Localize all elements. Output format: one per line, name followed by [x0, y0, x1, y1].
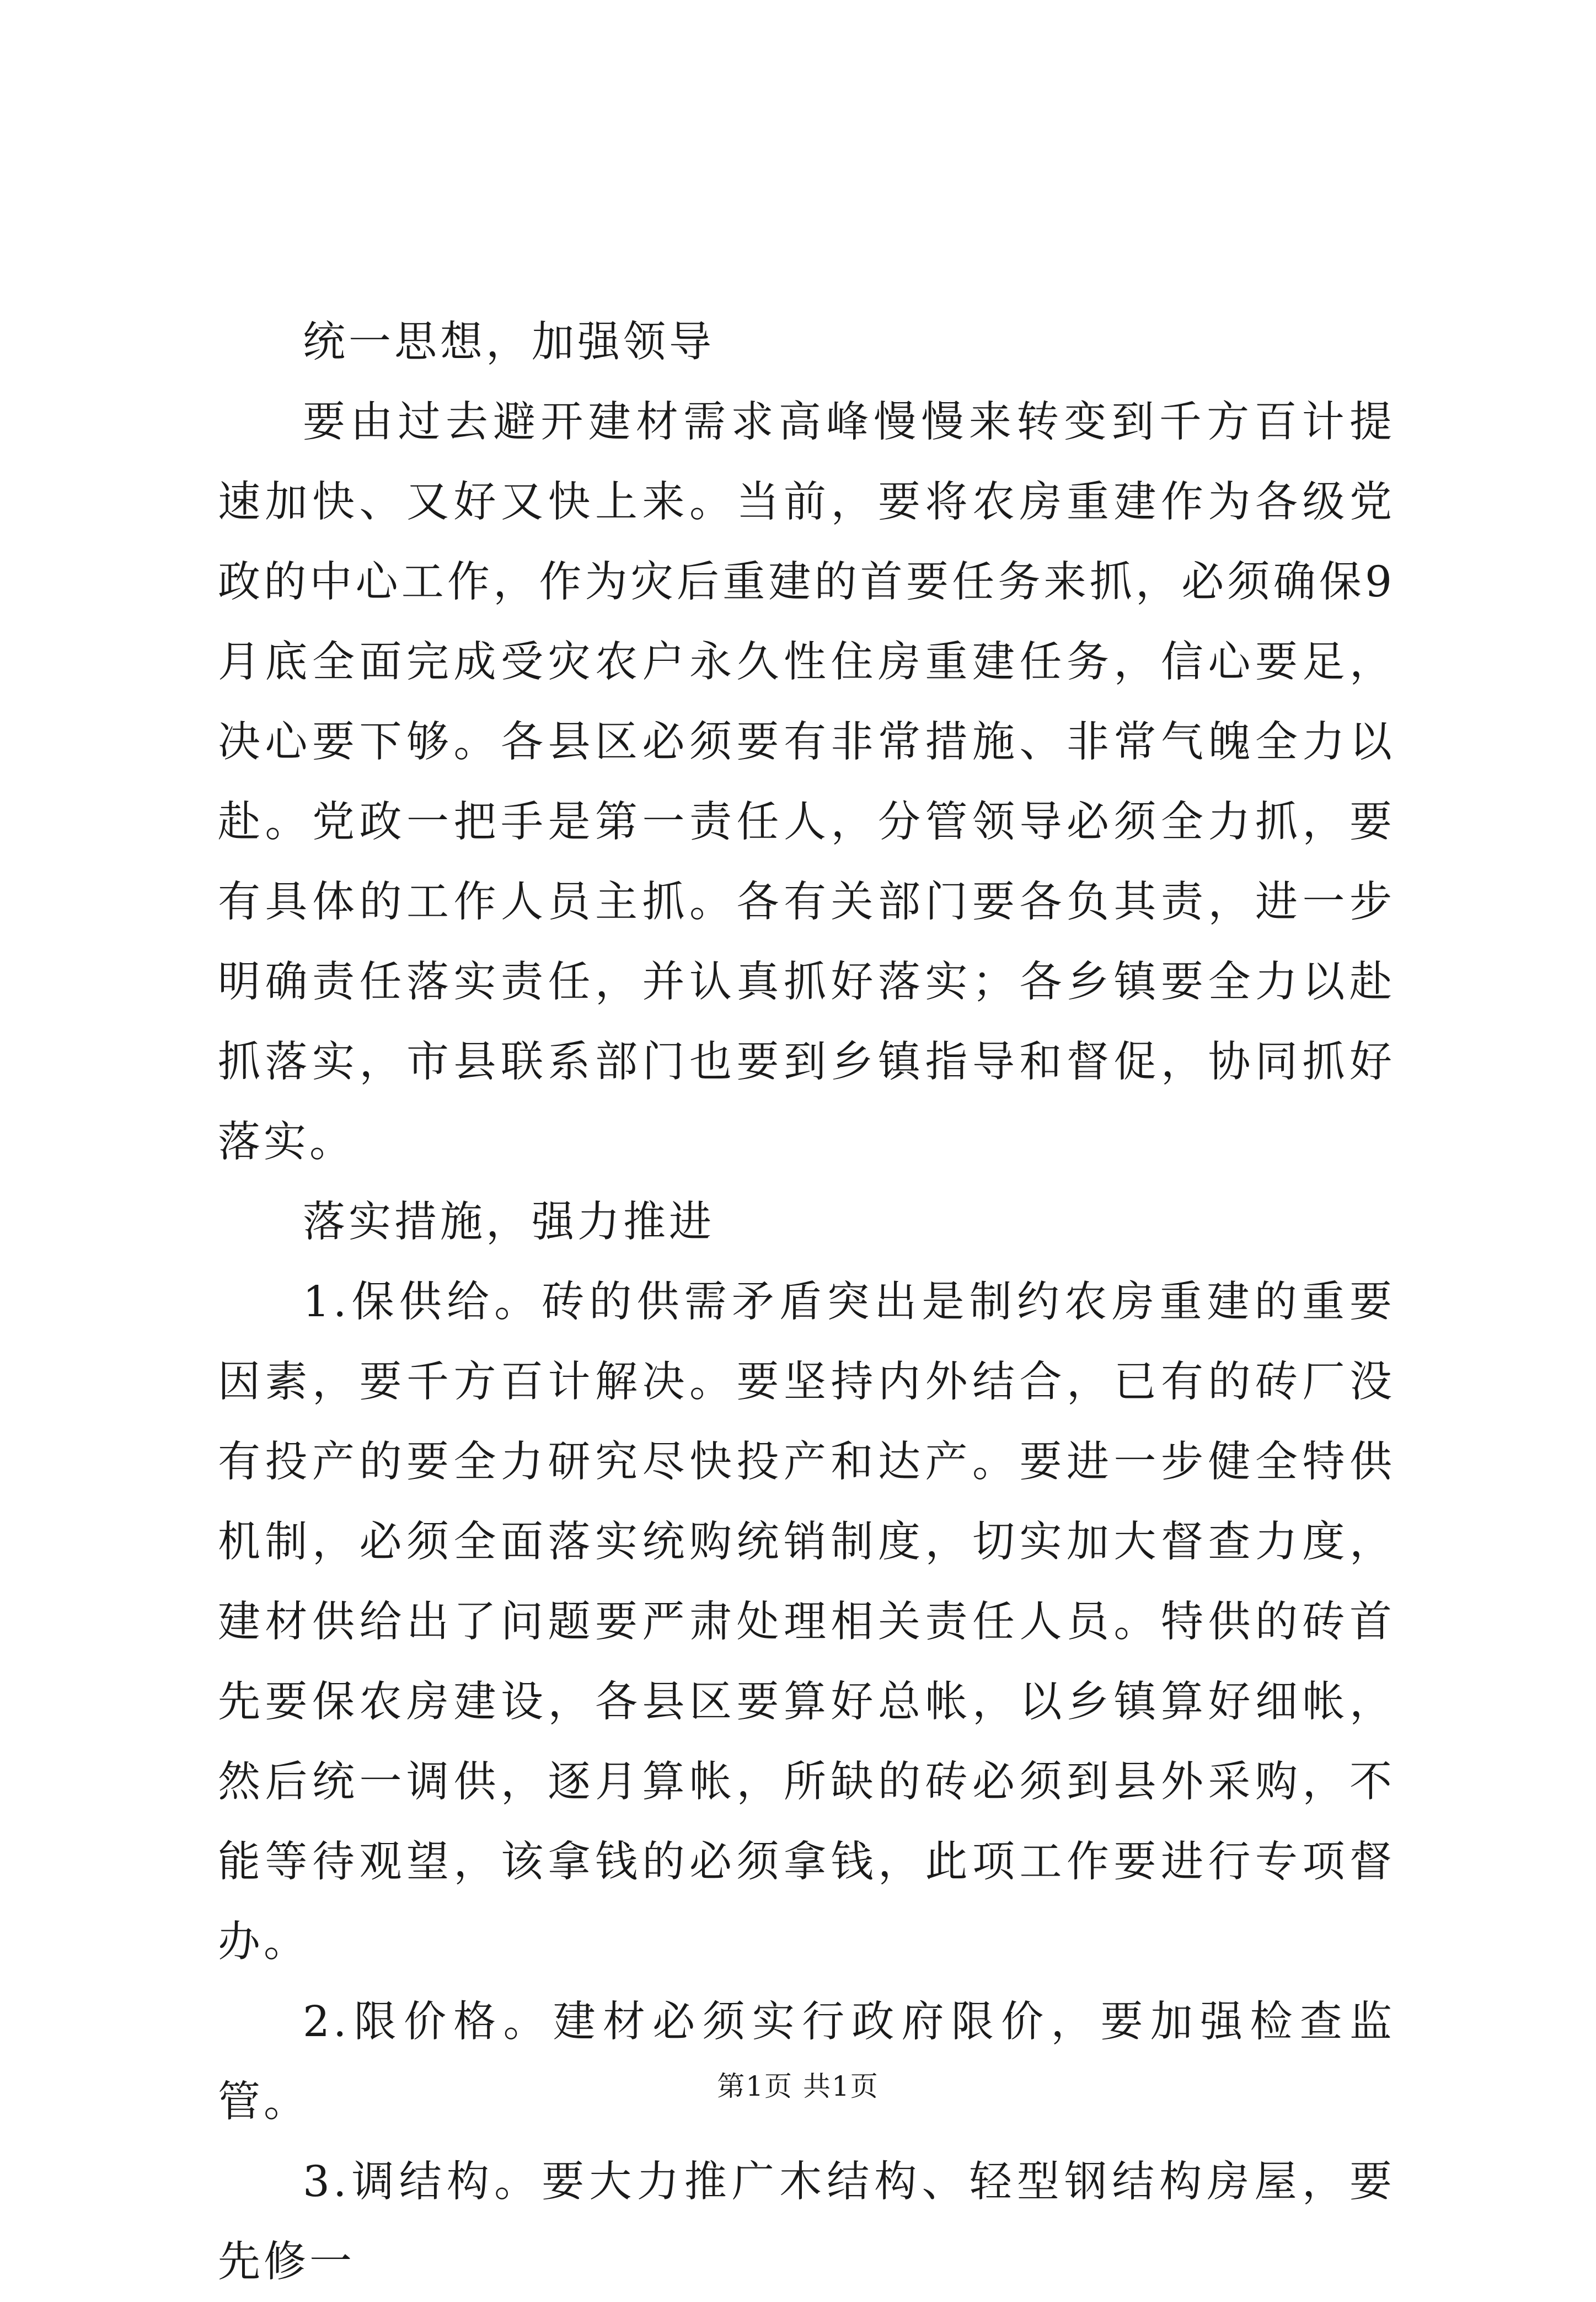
paragraph-leadership: 要由过去避开建材需求高峰慢慢来转变到千方百计提速加快、又好又快上来。当前，要将农房重建作为各级党政的中心工作，作为灾后重建的首要任务来抓，必须确保9月底全面完成受灾农户永久性住房重建任务，信心要足，决心要下够。各县区必须要有非常措施、非常气魄全力以赴。党政一把手是第一责任人，分管领导必须全力抓，要有具体的工作人员主抓。各有关部门要各负其责，进一步明确责任落实责任，并认真抓好落实；各乡镇要全力以赴抓落实，市县联系部门也要到乡镇指导和督促，协同抓好落实。 — [218, 398, 1395, 1167]
section-heading-implement-measures: 落实措施，强力推进 — [303, 1198, 715, 1247]
document-body — [218, 302, 1395, 2302]
paragraph-structure: 3.调结构。要大力推广木结构、轻型钢结构房屋，要先修一 — [218, 2157, 1395, 2287]
paragraph-supply: 1.保供给。砖的供需矛盾突出是制约农房重建的重要因素，要千方百计解决。要坚持内外结合，已有的砖厂没有投产的要全力研究尽快投产和达产。要进一步健全特供机制，必须全面落实统购统销制度，切实加大督查力度，建材供给出了问题要严肃处理相关责任人员。特供的砖首先要保农房建设，各县区要算好总帐，以乡镇算好细帐，然后统一调供，逐月算帐，所缺的砖必须到县外采购，不能等待观望，该拿钱的必须拿钱，此项工作要进行专项督办。 — [218, 1278, 1395, 1967]
paragraph-price-limit: 2.限价格。建材必须实行政府限价，要加强检查监管。 — [218, 1997, 1395, 2127]
page-footer: 第1页 共1页 — [717, 2070, 879, 2102]
section-heading-unify-thinking: 统一思想，加强领导 — [303, 318, 715, 367]
